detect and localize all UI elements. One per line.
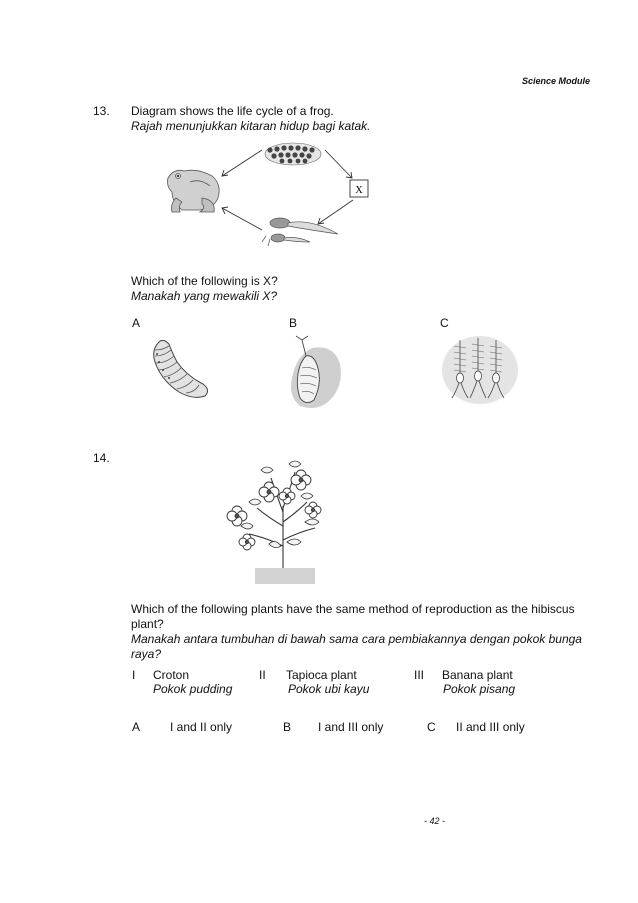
item-1-ms: Pokok pudding: [153, 682, 233, 696]
answer-b-letter: B: [283, 720, 292, 734]
adult-frog-icon: [168, 170, 220, 212]
q14-question-ms-1: Manakah antara tumbuhan di bawah sama cara pembiakannya dengan pokok bunga: [131, 632, 582, 646]
answer-a-text: I and II only: [170, 720, 233, 734]
module-header: Science Module: [521, 76, 590, 86]
q14-question-ms-2: raya?: [131, 647, 162, 661]
q14-question-en-1: Which of the following plants have the same method of reproduction as the hibiscus: [131, 602, 575, 616]
q13-number: 13.: [93, 104, 110, 118]
item-1-numeral: I: [132, 668, 136, 682]
q13-stem-ms: Rajah menunjukkan kitaran hidup bagi katak.: [131, 119, 371, 133]
pupa-icon: [278, 334, 348, 414]
q13-stem-en: Diagram shows the life cycle of a frog.: [131, 104, 334, 118]
q13-question-ms: Manakah yang mewakili X?: [131, 289, 278, 303]
q14-number: 14.: [93, 451, 110, 465]
q13-option-a-label: A: [132, 316, 141, 330]
answer-c-letter: C: [427, 720, 436, 734]
q14-question-en-2: plant?: [131, 617, 164, 631]
hanging-larvae-icon: [440, 334, 520, 406]
item-2-en: Tapioca plant: [286, 668, 357, 682]
frog-life-cycle-diagram: [160, 138, 400, 253]
frog-spawn-icon: [265, 143, 321, 165]
q13-question-en: Which of the following is X?: [131, 274, 278, 288]
q13-option-b-label: B: [289, 316, 298, 330]
q13-option-c-label: C: [440, 316, 449, 330]
item-1-en: Croton: [153, 668, 190, 682]
answer-c-text: II and III only: [456, 720, 525, 734]
item-3-ms: Pokok pisang: [443, 682, 516, 696]
answer-b-text: I and III only: [318, 720, 384, 734]
item-3-numeral: III: [414, 668, 425, 682]
x-box-label: X: [355, 185, 363, 196]
item-2-numeral: II: [259, 668, 266, 682]
item-2-ms: Pokok ubi kayu: [288, 682, 370, 696]
tadpole-icon: [262, 218, 338, 246]
larva-icon: [147, 336, 217, 406]
answer-a-letter: A: [132, 720, 141, 734]
page-number: - 42 -: [424, 816, 446, 826]
item-3-en: Banana plant: [442, 668, 513, 682]
hibiscus-plant-icon: [219, 456, 329, 586]
